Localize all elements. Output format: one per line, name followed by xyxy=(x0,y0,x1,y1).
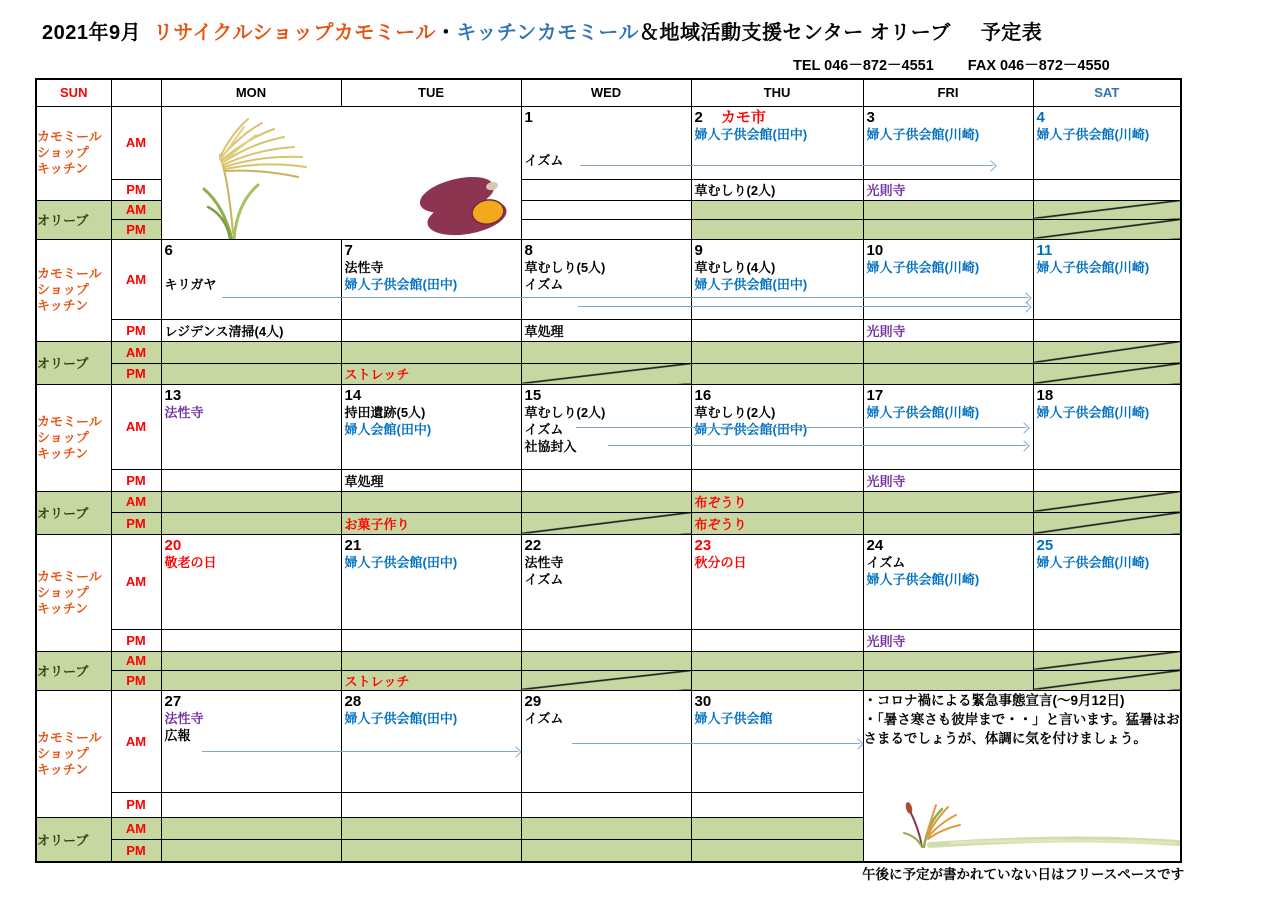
olive-cell xyxy=(341,491,521,512)
cell-sep24-am xyxy=(863,534,1033,629)
pampas-grass-illustration xyxy=(170,113,340,239)
olive-event-cell: 布ぞうり xyxy=(691,512,863,534)
olive-cell xyxy=(691,219,863,239)
olive-cell xyxy=(863,341,1033,363)
event-label: 婦人子供会館(田中) xyxy=(344,710,458,726)
continuation-arrow xyxy=(578,306,1028,307)
event-label: 婦人子供会館(川崎) xyxy=(1036,126,1150,142)
cell-sep30-pm xyxy=(691,792,863,817)
closed-slash-cell xyxy=(1033,512,1181,534)
date-number: 28 xyxy=(344,692,362,710)
cell-sep25-pm xyxy=(1033,629,1181,651)
cell-sep10-am xyxy=(863,239,1033,319)
olive-cell xyxy=(521,491,691,512)
chamomile-shop-kitchen-label: カモミール ショップ キッチン xyxy=(36,384,111,491)
olive-cell xyxy=(691,200,863,219)
olive-label: オリーブ xyxy=(36,200,111,239)
closed-slash-cell xyxy=(521,512,691,534)
header-sun: SUN xyxy=(36,79,111,106)
closed-slash-cell xyxy=(1033,651,1181,670)
pm-label: PM xyxy=(111,629,161,651)
cell-sep15-pm xyxy=(521,469,691,491)
event-label: イズム xyxy=(524,421,564,437)
event-label: 草むしり(4人) xyxy=(694,259,776,275)
continuation-arrow xyxy=(580,165,993,166)
am-label: AM xyxy=(111,341,161,363)
date-number: 2 カモ市 xyxy=(694,108,766,126)
date-number: 27 xyxy=(164,692,182,710)
autumn-grass-illustration xyxy=(892,795,1182,851)
pm-label: PM xyxy=(111,839,161,862)
event-label: イズム xyxy=(524,152,564,168)
event-label: 婦人子供会館(田中) xyxy=(344,276,458,292)
event-label: 婦人子供会館(田中) xyxy=(694,276,808,292)
market-day-label: カモ市 xyxy=(720,108,766,126)
date-number: 8 xyxy=(524,241,533,259)
date-number: 21 xyxy=(344,536,362,554)
event-label: 法性寺 xyxy=(164,710,204,726)
olive-cell xyxy=(161,341,341,363)
calendar-table xyxy=(35,78,1182,863)
event-label: イズム xyxy=(524,276,564,292)
closed-slash-cell xyxy=(1033,341,1181,363)
cell-sep23-pm xyxy=(691,629,863,651)
pm-label: PM xyxy=(111,179,161,200)
w2-pm-row xyxy=(36,319,1181,341)
continuation-arrow xyxy=(608,445,1026,446)
pm-label: PM xyxy=(111,319,161,341)
olive-cell xyxy=(691,651,863,670)
date-number: 23 xyxy=(694,536,712,554)
pm-label: PM xyxy=(111,363,161,384)
date-number: 17 xyxy=(866,386,884,404)
event-label: イズム xyxy=(524,710,564,726)
cell-sep3-am xyxy=(863,106,1033,179)
pm-label: PM xyxy=(111,219,161,239)
date-number: 9 xyxy=(694,241,703,259)
header-mon: MON xyxy=(161,79,341,106)
date-number: 25 xyxy=(1036,536,1054,554)
fax-number: FAX 046－872－4550 xyxy=(967,58,1110,74)
olive-label: オリーブ xyxy=(36,491,111,534)
olive-cell xyxy=(863,512,1033,534)
olive-label: オリーブ xyxy=(36,651,111,690)
cell-sep21-pm xyxy=(341,629,521,651)
continuation-arrow xyxy=(222,297,1028,298)
olive-cell xyxy=(161,512,341,534)
cell-sep16-pm xyxy=(691,469,863,491)
date-number: 11 xyxy=(1036,241,1053,259)
sweet-potato-illustration xyxy=(415,173,511,237)
title-shop-name: リサイクルショップカモミール xyxy=(153,22,436,44)
tel-number: TEL 046－872－4551 xyxy=(793,58,934,74)
chamomile-shop-kitchen-label: カモミール ショップ キッチン xyxy=(36,239,111,341)
cell-sep25-am xyxy=(1033,534,1181,629)
header-fri: FRI xyxy=(863,79,1033,106)
am-label: AM xyxy=(111,817,161,839)
cell-sep30-am xyxy=(691,690,863,792)
event-label: 婦人子供会館(川崎) xyxy=(866,259,980,275)
continuation-arrow xyxy=(576,427,1026,428)
event-label: 婦人子供会館(川崎) xyxy=(866,571,980,587)
cell-sep22-am xyxy=(521,534,691,629)
olive-cell xyxy=(521,200,691,219)
cell-sep29-am xyxy=(521,690,691,792)
cell-sep22-pm xyxy=(521,629,691,651)
olive-cell xyxy=(161,363,341,384)
date-number: 24 xyxy=(866,536,884,554)
am-label: AM xyxy=(111,690,161,792)
w3-olive-am-row xyxy=(36,491,1181,512)
cell-sep8-pm: 草処理 xyxy=(521,319,691,341)
am-label: AM xyxy=(111,651,161,670)
w4-olive-pm-row xyxy=(36,670,1181,690)
olive-cell xyxy=(521,651,691,670)
closed-slash-cell xyxy=(521,363,691,384)
cell-sep11-pm xyxy=(1033,319,1181,341)
event-label: 持田遺跡(5人) xyxy=(344,404,426,420)
cell-sep9-pm xyxy=(691,319,863,341)
cell-sep4-am xyxy=(1033,106,1181,179)
cell-sep20-pm xyxy=(161,629,341,651)
event-label: 婦人子供会館(田中) xyxy=(694,421,808,437)
event-label: 婦人子供会館(川崎) xyxy=(866,126,980,142)
footer-note: 午後に予定が書かれていない日はフリースペースです xyxy=(862,867,1185,882)
am-label: AM xyxy=(111,384,161,469)
cell-sep27-am xyxy=(161,690,341,792)
event-label: 婦人会館(田中) xyxy=(344,421,432,437)
cell-sep14-pm: 草処理 xyxy=(341,469,521,491)
spacer xyxy=(165,259,338,276)
cell-sep1-pm xyxy=(521,179,691,200)
cell-sep2-pm: 草むしり(2人) xyxy=(691,179,863,200)
cell-sep6-am xyxy=(161,239,341,319)
closed-slash-cell xyxy=(1033,200,1181,219)
w4-pm-row xyxy=(36,629,1181,651)
closed-slash-cell xyxy=(1033,363,1181,384)
date-number: 1 xyxy=(524,108,533,126)
w2-olive-am-row xyxy=(36,341,1181,363)
header-time-column xyxy=(111,79,161,106)
pm-label: PM xyxy=(111,792,161,817)
olive-cell xyxy=(341,651,521,670)
cell-sep7-am xyxy=(341,239,521,319)
event-label: 草むしり(2人) xyxy=(694,404,776,420)
date-number: 22 xyxy=(524,536,542,554)
olive-cell xyxy=(521,341,691,363)
olive-cell xyxy=(863,200,1033,219)
holiday-label: 敬老の日 xyxy=(164,554,217,570)
cell-sep8-am xyxy=(521,239,691,319)
date-number: 7 xyxy=(344,241,353,259)
event-label: 婦人子供会館(川崎) xyxy=(1036,554,1150,570)
w1-am-row xyxy=(36,106,1181,179)
w3-pm-row xyxy=(36,469,1181,491)
olive-cell xyxy=(161,817,341,839)
cell-sep13-pm xyxy=(161,469,341,491)
event-label: 草むしり(2人) xyxy=(524,404,606,420)
cell-sep3-pm: 光則寺 xyxy=(863,179,1033,200)
olive-cell xyxy=(341,341,521,363)
olive-event-cell: お菓子作り xyxy=(341,512,521,534)
date-number: 29 xyxy=(524,692,542,710)
am-label: AM xyxy=(111,200,161,219)
event-label: イズム xyxy=(524,571,564,587)
cell-sep13-am xyxy=(161,384,341,469)
event-label: キリガヤ xyxy=(164,276,217,292)
autumn-illustration-cell xyxy=(161,106,521,239)
cell-sep7-pm xyxy=(341,319,521,341)
holiday-label: 秋分の日 xyxy=(694,554,747,570)
date-number: 10 xyxy=(866,241,884,259)
am-label: AM xyxy=(111,491,161,512)
olive-cell xyxy=(521,839,691,862)
olive-cell xyxy=(863,363,1033,384)
event-label: 婦人子供会館(川崎) xyxy=(866,404,980,420)
date-number: 14 xyxy=(344,386,362,404)
cell-sep2-am xyxy=(691,106,863,179)
cell-sep17-pm: 光則寺 xyxy=(863,469,1033,491)
date-number: 15 xyxy=(524,386,542,404)
w2-am-row xyxy=(36,239,1181,319)
event-label: 社協封入 xyxy=(524,438,577,454)
cell-sep6-pm: レジデンス清掃(4人) xyxy=(161,319,341,341)
event-label: 法性寺 xyxy=(524,554,564,570)
date-number: 30 xyxy=(694,692,712,710)
date-number: 16 xyxy=(694,386,712,404)
header-thu: THU xyxy=(691,79,863,106)
w4-olive-am-row xyxy=(36,651,1181,670)
olive-cell xyxy=(341,839,521,862)
cell-sep21-am xyxy=(341,534,521,629)
am-label: AM xyxy=(111,534,161,629)
olive-cell xyxy=(863,670,1033,690)
olive-cell xyxy=(691,341,863,363)
event-label: イズム xyxy=(866,554,906,570)
cell-sep28-am xyxy=(341,690,521,792)
olive-cell xyxy=(863,219,1033,239)
note-line-1: ・コロナ禍による緊急事態宣言(～9月12日) xyxy=(863,692,1125,708)
title-suffix: 予定表 xyxy=(980,22,1043,44)
w5-am-row xyxy=(36,690,1181,792)
cell-sep4-pm xyxy=(1033,179,1181,200)
event-label: 法性寺 xyxy=(344,259,384,275)
pm-label: PM xyxy=(111,670,161,690)
am-label: AM xyxy=(111,106,161,179)
olive-event-cell: ストレッチ xyxy=(341,670,521,690)
event-label: 広報 xyxy=(164,727,191,743)
cell-sep29-pm xyxy=(521,792,691,817)
closed-slash-cell xyxy=(1033,491,1181,512)
olive-cell xyxy=(521,219,691,239)
closed-slash-cell xyxy=(521,670,691,690)
header-row xyxy=(36,79,1181,106)
title-center-name: ＆地域活動支援センター オリーブ xyxy=(639,22,951,44)
notes-cell xyxy=(863,690,1181,862)
header-tue: TUE xyxy=(341,79,521,106)
header-wed: WED xyxy=(521,79,691,106)
cell-sep11-am xyxy=(1033,239,1181,319)
cell-sep27-pm xyxy=(161,792,341,817)
am-label: AM xyxy=(111,239,161,319)
cell-sep18-pm xyxy=(1033,469,1181,491)
pm-label: PM xyxy=(111,469,161,491)
page-title xyxy=(42,16,1042,45)
date-number: 4 xyxy=(1036,108,1045,126)
title-month: 2021年9月 xyxy=(42,22,142,44)
chamomile-shop-kitchen-label: カモミール ショップ キッチン xyxy=(36,534,111,651)
cell-sep18-am xyxy=(1033,384,1181,469)
event-label: 婦人子供会館(川崎) xyxy=(1036,404,1150,420)
note-line-2: ・「暑さ寒さも彼岸まで・・」と言います。猛暑はおさまるでしょうが、体調に気を付けましょう。 xyxy=(863,711,1180,746)
date-number: 18 xyxy=(1036,386,1054,404)
date-number: 13 xyxy=(164,386,182,404)
olive-label: オリーブ xyxy=(36,341,111,384)
date-number: 6 xyxy=(164,241,173,259)
olive-cell xyxy=(863,651,1033,670)
cell-sep14-am xyxy=(341,384,521,469)
title-kitchen-name: キッチンカモミール xyxy=(456,22,640,44)
w2-olive-pm-row xyxy=(36,363,1181,384)
olive-cell xyxy=(691,670,863,690)
cell-sep9-am xyxy=(691,239,863,319)
olive-cell xyxy=(161,670,341,690)
header-sat: SAT xyxy=(1033,79,1181,106)
cell-sep10-pm: 光則寺 xyxy=(863,319,1033,341)
olive-label: オリーブ xyxy=(36,817,111,862)
event-label: 婦人子供会館(田中) xyxy=(694,126,808,142)
olive-cell xyxy=(691,839,863,862)
w4-am-row xyxy=(36,534,1181,629)
cell-sep20-am xyxy=(161,534,341,629)
closed-slash-cell xyxy=(1033,670,1181,690)
event-label: 婦人子供会館 xyxy=(694,710,773,726)
event-label: 婦人子供会館(川崎) xyxy=(1036,259,1150,275)
olive-event-cell: 布ぞうり xyxy=(691,491,863,512)
cell-sep1-am xyxy=(521,106,691,179)
title-separator: ・ xyxy=(435,22,457,44)
pm-label: PM xyxy=(111,512,161,534)
olive-cell xyxy=(691,817,863,839)
continuation-arrow xyxy=(202,751,518,752)
olive-cell xyxy=(161,651,341,670)
chamomile-shop-kitchen-label: カモミール ショップ キッチン xyxy=(36,690,111,817)
date-number: 20 xyxy=(164,536,182,554)
event-label: 婦人子供会館(田中) xyxy=(344,554,458,570)
olive-cell xyxy=(161,491,341,512)
olive-cell xyxy=(691,363,863,384)
olive-cell xyxy=(863,491,1033,512)
w3-olive-pm-row xyxy=(36,512,1181,534)
closed-slash-cell xyxy=(1033,219,1181,239)
event-label: 法性寺 xyxy=(164,404,204,420)
olive-event-cell: ストレッチ xyxy=(341,363,521,384)
event-label: 草むしり(5人) xyxy=(524,259,606,275)
continuation-arrow xyxy=(572,743,860,744)
olive-cell xyxy=(521,817,691,839)
date-number: 3 xyxy=(866,108,875,126)
cell-sep23-am xyxy=(691,534,863,629)
contact-info xyxy=(793,54,1110,75)
cell-sep24-pm: 光則寺 xyxy=(863,629,1033,651)
cell-sep28-pm xyxy=(341,792,521,817)
chamomile-shop-kitchen-label: カモミール ショップ キッチン xyxy=(36,106,111,200)
olive-cell xyxy=(341,817,521,839)
olive-cell xyxy=(161,839,341,862)
